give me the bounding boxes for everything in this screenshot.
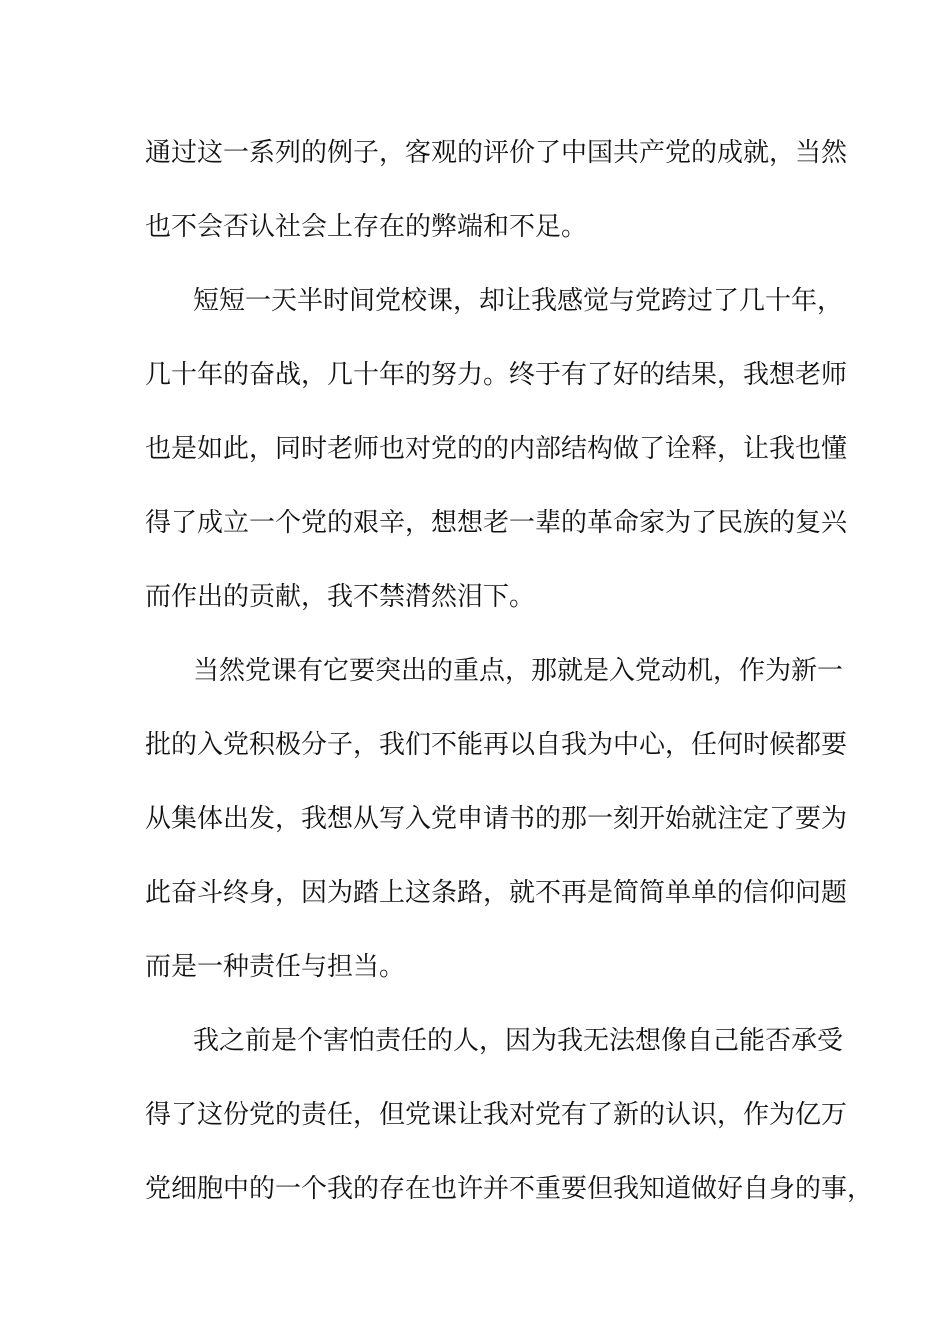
text-line-13: 我之前是个害怕责任的人，因为我无法想像自己能否承受 — [193, 1026, 844, 1056]
text-line-6: 得了成立一个党的艰辛，想想老一辈的革命家为了民族的复兴 — [145, 508, 848, 538]
document-body — [145, 128, 874, 1238]
text-line-5: 也是如此，同时老师也对党的的内部结构做了诠释，让我也懂 — [145, 434, 848, 464]
text-line-8: 当然党课有它要突出的重点，那就是入党动机，作为新一 — [193, 656, 844, 686]
text-line-11: 此奋斗终身，因为踏上这条路，就不再是简简单单的信仰问题 — [145, 878, 848, 908]
text-line-3: 短短一天半时间党校课，却让我感觉与党跨过了几十年， — [193, 286, 844, 316]
text-line-15: 党细胞中的一个我的存在也许并不重要但我知道做好自身的事， — [145, 1174, 874, 1204]
text-line-1: 通过这一系列的例子，客观的评价了中国共产党的成就，当然 — [145, 138, 848, 168]
text-line-12: 而是一种责任与担当。 — [145, 952, 406, 982]
text-line-14: 得了这份党的责任，但党课让我对党有了新的认识，作为亿万 — [145, 1100, 848, 1130]
text-line-4: 几十年的奋战，几十年的努力。终于有了好的结果，我想老师 — [145, 360, 848, 390]
text-line-10: 从集体出发，我想从写入党申请书的那一刻开始就注定了要为 — [145, 804, 848, 834]
text-line-7: 而作出的贡献，我不禁潸然泪下。 — [145, 582, 536, 612]
text-line-9: 批的入党积极分子，我们不能再以自我为中心，任何时候都要 — [145, 730, 848, 760]
text-line-2: 也不会否认社会上存在的弊端和不足。 — [145, 212, 588, 242]
